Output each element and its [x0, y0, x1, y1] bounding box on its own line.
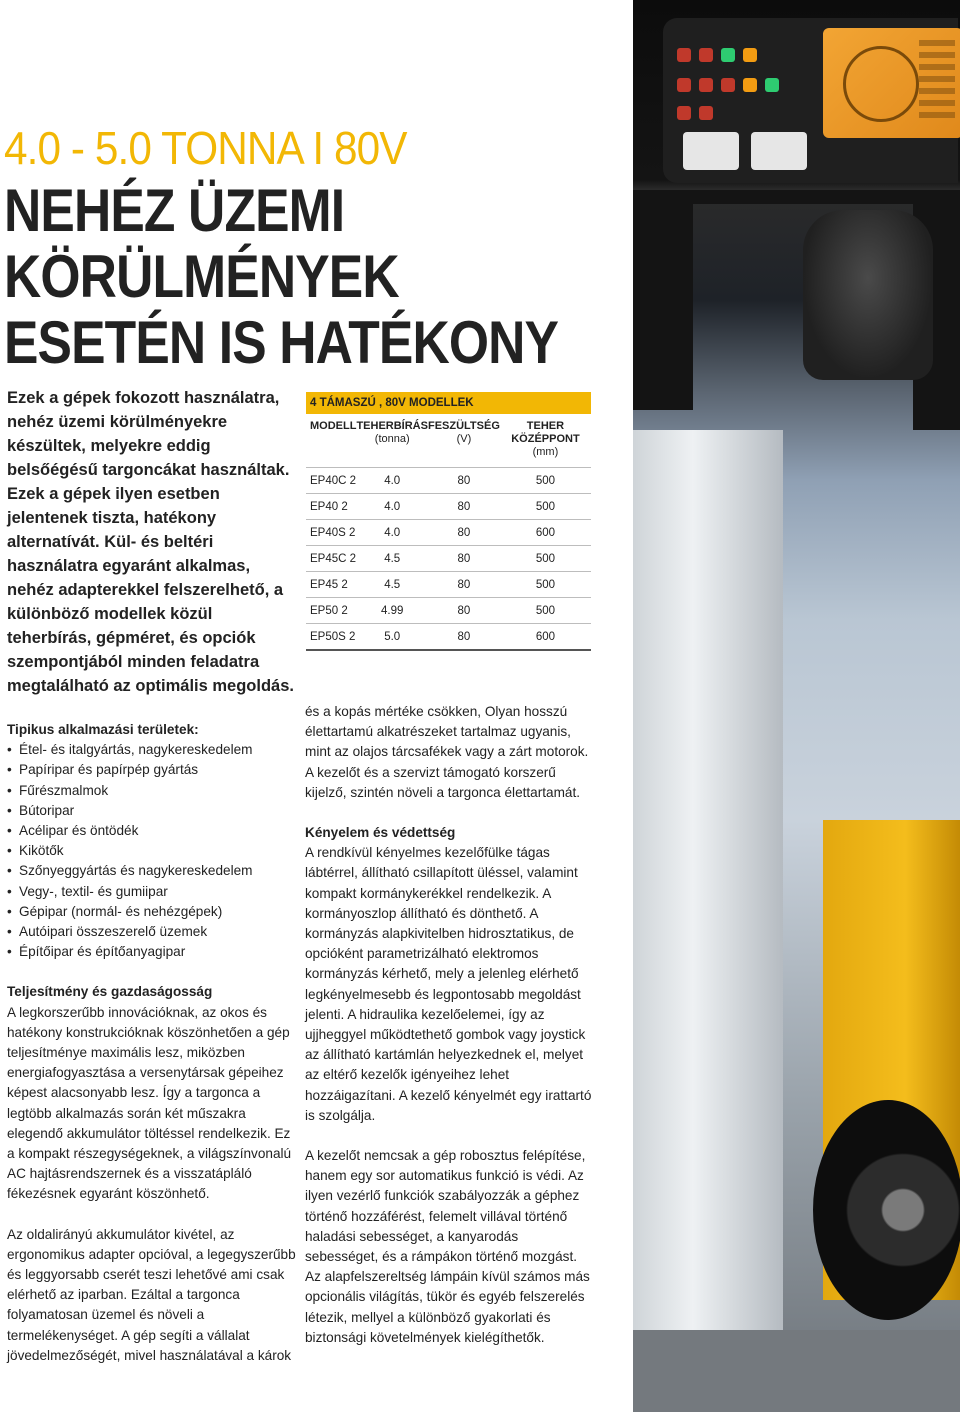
headline-line-1: NEHÉZ ÜZEMI [4, 177, 345, 244]
performance-heading: Teljesítmény és gazdaságosság [7, 984, 213, 1000]
table-row: EP45 2 4.5 80 500 [306, 572, 591, 598]
list-item: • Étel- és italgyártás, nagykereskedelem [7, 740, 297, 760]
table-row: EP50 2 4.99 80 500 [306, 598, 591, 624]
list-item: • Szőnyeggyártás és nagykereskedelem [7, 861, 297, 881]
forklift-photo [633, 0, 960, 1412]
list-item: • Építőipar és építőanyagipar [7, 942, 297, 962]
lead-paragraph: Ezek a gépek fokozott használatra, nehéz üzemi körülményekre készültek, melyekre eddig belsőégésű targoncákat használtak. Ezek a gépek ilyen esetben jelentenek tiszta, hatékony alternatívát. Kül- és beltéri használatra egyaránt alkalmas, nehéz adapterekkel felszerelhető, a különböző modellek közül teherbírás, gépméret, és opciók szempontjából minden feladatra megtalálható az optimális megoldás. [7, 389, 294, 695]
headline-line-2: KÖRÜLMÉNYEK [4, 243, 399, 310]
forklift-wheel-image [813, 1100, 960, 1320]
performance-paragraph-1: A legkorszerűbb innovációknak, az okos és hatékony konstrukcióknak köszönhetően a gép teljesítménye maximális lesz, miközben energiafogyasztása a versenytársak gépeihez képest alacsonyabb lesz. Így a targonca a legtöbb alkalmazás során két műszakra elegendő akkumulátor töltéssel rendelkezik. Ez a kompakt részegységeknek, a világszínvonalú AC hajtásrendszernek és a visszatápláló fékezésnek egyaránt köszönhető. [7, 1004, 292, 1202]
column-header: FESZÜLTSÉG (V) [427, 420, 500, 445]
headline [4, 118, 624, 376]
left-column [7, 720, 297, 1366]
headline-capacity: 4.0 - 5.0 TONNA I 80V [4, 122, 407, 174]
applications-list [7, 740, 297, 962]
applications-heading: Tipikus alkalmazási területek: [7, 722, 199, 737]
table-title: 4 TÁMASZÚ , 80V MODELLEK [306, 392, 591, 414]
list-item: • Fűrészmalmok [7, 781, 297, 801]
table-row: EP50S 2 5.0 80 600 [306, 624, 591, 651]
performance-paragraph-2: Az oldalirányú akkumulátor kivétel, az ergonomikus adapter opcióval, a legegyszerűbb és leggyorsabb cserét teszi lehetővé ami csak elérhető az iparban. Ezáltal a targonca folyamatosan üzemel és növeli a termelékenységet. A gép segíti a vállalat jövedelmezőségét, mivel használatával a károk [7, 1226, 296, 1363]
durability-paragraph: és a kopás mértéke csökken, Olyan hosszú élettartamú alkatrészeket tartalmaz ugyanis, mint az olajos tárcsafékek vagy a zárt motorok. A kezelőt és a szervizt támogató korszerű kijelző, szintén növeli a targonca élettartamát. [305, 704, 589, 800]
pillar-image [633, 430, 783, 1412]
comfort-paragraph: A rendkívül kényelmes kezelőfülke tágas lábtérrel, állítható csillapított üléssel, valamint kompakt kormánykerékkel rendelkezik. A kormányoszlop állítható és dönthető. A kormányzás alapkivitelben hidrosztatikus, de opcióként parametrizálható elektromos kormányzás kérhető, mely a jelenleg elérhető legkényelmesebb és legpontosabb megoldást jelenti. A hidraulika kezelőelemei, így az ujjheggyel működtethető gombok vagy joystick az állítható kartámlán helyezkednek el, melyet az eltérő kezelők igényeihez lehet hozzáigazítani. A kezelő kényelmét egy irattartó is szolgálja. [305, 845, 592, 1123]
list-item: • Vegy-, textil- és gumiipar [7, 882, 297, 902]
list-item: • Autóipari összeszerelő üzemek [7, 922, 297, 942]
models-table [306, 392, 591, 651]
lcd-screen [823, 28, 960, 138]
operator-seat-image [803, 210, 933, 380]
ground [633, 1330, 960, 1412]
list-item: • Papíripar és papírpép gyártás [7, 760, 297, 780]
list-item: • Bútoripar [7, 801, 297, 821]
list-item: • Kikötők [7, 841, 297, 861]
warning-lights-panel [669, 38, 789, 128]
column-header: TEHERBÍRÁS (tonna) [356, 420, 428, 445]
column-header: MODELL [310, 420, 357, 432]
headline-line-3: ESETÉN IS HATÉKONY [4, 309, 559, 376]
right-column [305, 702, 595, 1348]
column-header: TEHER KÖZÉPPONT (mm) [511, 420, 580, 458]
dashboard-display-image [663, 18, 958, 183]
table-row: EP40S 2 4.0 80 600 [306, 520, 591, 546]
table-row: EP40C 2 4.0 80 500 [306, 468, 591, 494]
table-row: EP40 2 4.0 80 500 [306, 494, 591, 520]
comfort-heading: Kényelem és védettség [305, 825, 456, 841]
table-row: EP45C 2 4.5 80 500 [306, 546, 591, 572]
turtle-and-parking-buttons [683, 128, 813, 178]
list-item: • Acélipar és öntödék [7, 821, 297, 841]
safety-paragraph: A kezelőt nemcsak a gép robosztus felépítése, hanem egy sor automatikus funkció is védi. Az ilyen vezérlő funkciók szabályozzák a géphez történő hozzáférést, felemelt villával történő haladási sebességet, a kanyarodás sebességet, és a rámpákon történő mozgást. Az alapfelszereltség lámpáin kívül számos más opcionális világítás, tükör és egyéb felszerelés létezik, mellyel a különböző gyakorlati és biztonsági követelmények kielégíthetők. [305, 1148, 590, 1345]
list-item: • Gépipar (normál- és nehézgépek) [7, 902, 297, 922]
